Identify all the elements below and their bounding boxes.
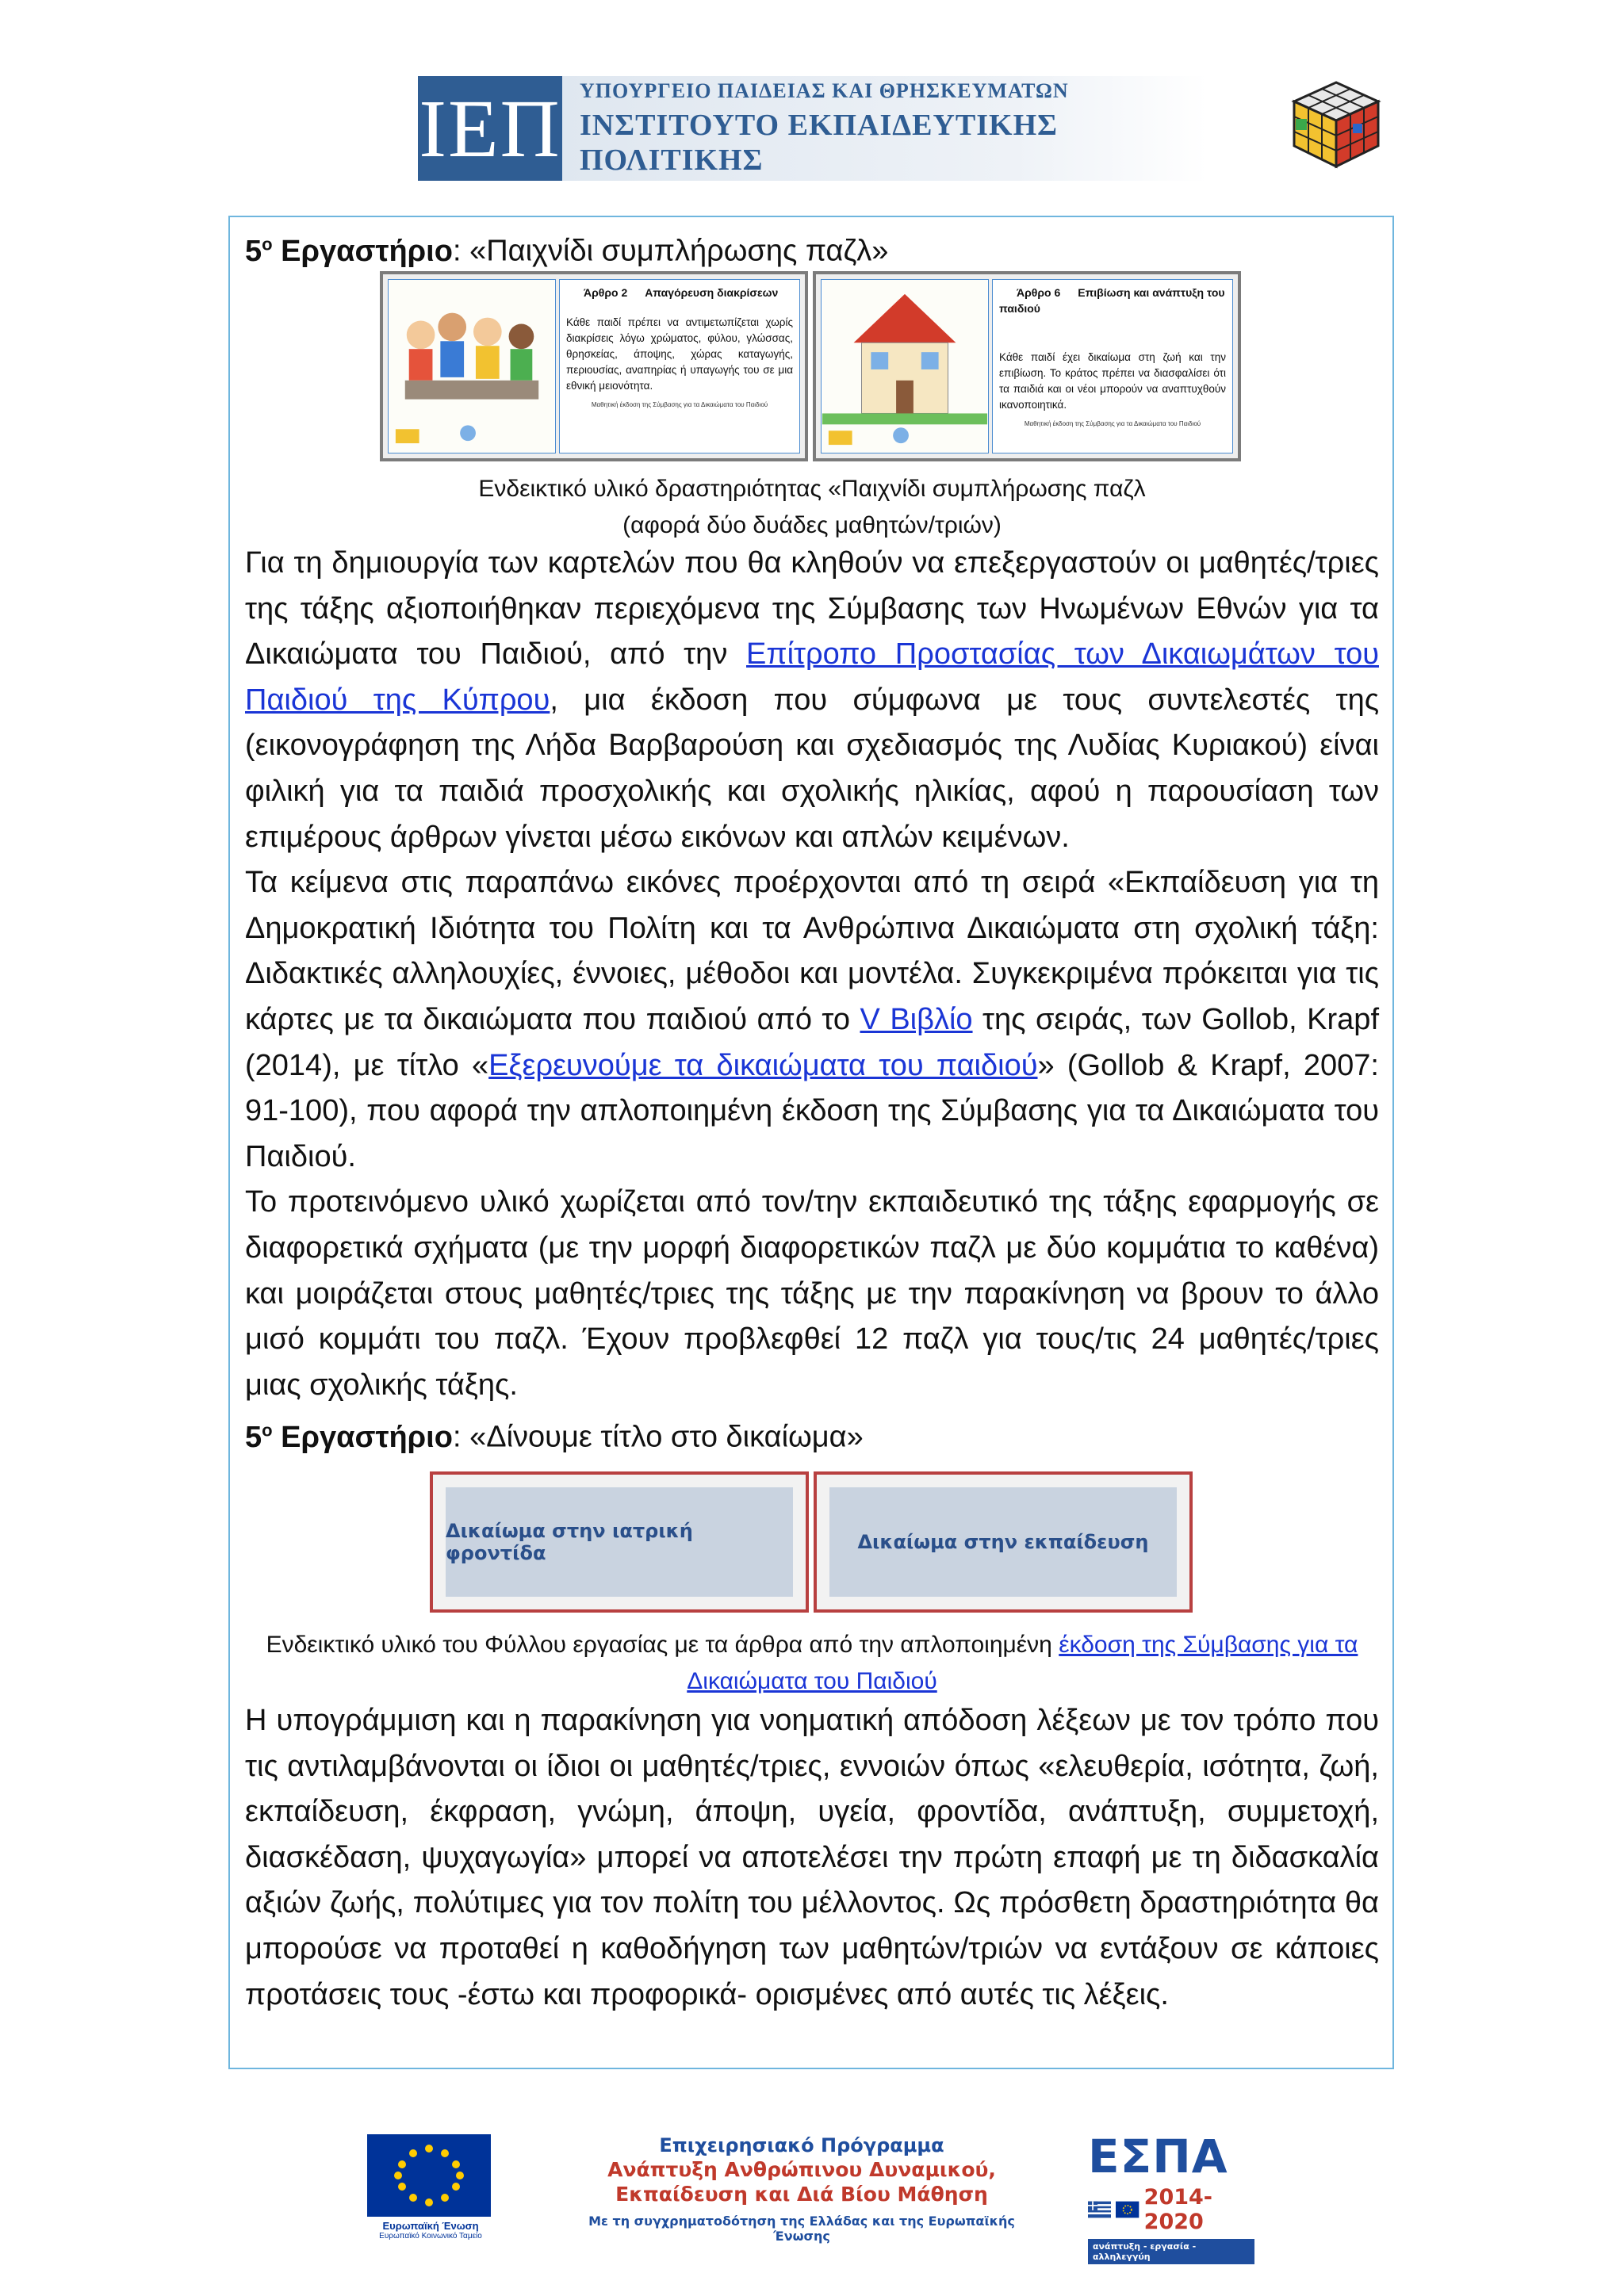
institute-name: ΙΝΣΤΙΤΟΥΤΟ ΕΚΠΑΙΔΕΥΤΙΚΗΣ ΠΟΛΙΤΙΚΗΣ xyxy=(580,109,1058,177)
card-education: Δικαίωμα στην εκπαίδευση xyxy=(814,1471,1193,1613)
greek-flag-icon xyxy=(1088,2200,1111,2219)
article-2-text: Άρθρο 2 Απαγόρευση διακρίσεων Κάθε παιδί πρέπει να αντιμετωπίζεται χωρίς διακρίσεις λόγω χρώματος, φύλου, γλώσσας, θρησκείας, άποψης, χώρας καταγωγής, περιουσίας, αναπηρίας ή υπαγωγής του σε μια εθνική μειονότητα. Μαθητική έκδοση της Σύμβασης για τα Δικαιώματα του Παιδιού xyxy=(559,279,800,453)
section-heading-title: $5^o$ Εργαστήριο: «Δίνουμε τίτλο στο δικαίωμα» xyxy=(245,1420,864,1454)
figure-caption-puzzle: Ενδεικτικό υλικό δραστηριότητας «Παιχνίδι συμπλήρωσης παζλ xyxy=(478,476,1146,502)
article-6-text: Άρθρο 6 Επιβίωση και ανάπτυξη του παιδιού Κάθε παιδί έχει δικαίωμα στη ζωή και την επιβίωση. Το κράτος πρέπει να διασφαλίσει ότι τα παιδιά και οι νέοι μπορούν να αναπτυχθούν ικανοποιητικά. Μαθητική έκδοση της Σύμβασης για τα Δικαιώματα του Παιδιού xyxy=(992,279,1233,453)
iep-logo xyxy=(418,76,1208,181)
puzzle-card-article-6 xyxy=(813,271,1241,461)
children-illustration xyxy=(388,279,556,453)
eu-mini-flag-icon xyxy=(1116,2200,1139,2219)
card-medical-care: Δικαίωμα στην ιατρική φροντίδα xyxy=(430,1471,809,1613)
commissioner-link[interactable]: Επίτροπο Προστασίας των Δικαιωμάτων του Παιδιού της Κύπρου xyxy=(245,637,1379,717)
figure-caption-cards: Ενδεικτικό υλικό του Φύλλου εργασίας με τα άρθρα από την απλοποιημένη έκδοση της Σύμβασης για τα Δικαιώματα του Παιδιού xyxy=(266,1632,1358,1694)
iep-logo-mark: ΙΕΠ xyxy=(418,76,562,181)
paragraph-2: Τα κείμενα στις παραπάνω εικόνες προέρχονται από τη σειρά «Εκπαίδευση για τη Δημοκρατική Ιδιότητα του Πολίτη και τα Ανθρώπινα Δικαιώματα στη σχολική τάξη: Διδακτικές αλληλουχίες, έννοιες, μέθοδοι και μοντέλα. Συγκεκριμένα πρόκειται για τις κάρτες με τα δικαιώματα που παιδιού από το V Βιβλίο της σειράς, των Gollob, Krapf (2014), με τίτλο «Εξερευνούμε τα δικαιώματα του παιδιού» (Gollob & Krapf, 2007: 91-100), που αφορά την απλοποιημένη έκδοση της Σύμβασης για τα Δικαιώματα του Παιδιού. xyxy=(245,866,1380,1173)
right-title-cards xyxy=(430,1471,1193,1613)
espa-logo: ΕΣΠΑ 2014-2020 ανάπτυξη - εργασία - αλληλεγγύη xyxy=(1088,2131,1254,2264)
figure-caption-puzzle-sub: (αφορά δύο δυάδες μαθητών/τριών) xyxy=(622,512,1002,538)
house-illustration xyxy=(821,279,989,453)
eu-flag-icon xyxy=(367,2134,491,2217)
paragraph-1: Για τη δημιουργία των καρτελών που θα κληθούν να επεξεργαστούν οι μαθητές/τριες της τάξης αξιοποιήθηκαν περιεχόμενα της Σύμβασης των Ηνωμένων Εθνών για τα Δικαιώματα του Παιδιού, από την Επίτροπο Προστασίας των Δικαιωμάτων του Παιδιού της Κύπρου, μια έκδοση που σύμφωνα με τους συντελεστές της (εικονογράφηση της Λήδα Βαρβαρούση και σχεδιασμός της Λυδίας Κυριακού) είναι φιλική για τα παιδιά προσχολικής και σχολικής ηλικίας, αφού η παρουσίαση των επιμέρους άρθρων γίνεται μέσω εικόνων και απλών κειμένων. xyxy=(245,546,1380,854)
operational-programme-logo: Επιχειρησιακό Πρόγραμμα Ανάπτυξη Ανθρώπινου Δυναμικού, Εκπαίδευση και Διά Βίου Μάθηση Με τη συγχρηματοδότηση της Ελλάδας και της Ευρωπαϊκής Ένωσης xyxy=(588,2134,1015,2244)
ministry-name: ΥΠΟΥΡΓΕΙΟ ΠΑΙΔΕΙΑΣ ΚΑΙ ΘΡΗΣΚΕΥΜΑΤΩΝ xyxy=(580,79,1069,102)
iep-logo-text xyxy=(562,76,1208,181)
paragraph-4: Η υπογράμμιση και η παρακίνηση για νοηματική απόδοση λέξεων με τον τρόπο που τις αντιλαμβάνονται οι ίδιοι οι μαθητές/τριες, εννοιών όπως «ελευθερία, ισότητα, ζωή, εκπαίδευση, έκφραση, γνώμη, άποψη, υγεία, φροντίδα, ανάπτυξη, συμμετοχή, διασκέδαση, ψυχαγωγία» μπορεί να αποτελέσει την πρώτη επαφή με τη διδασκαλία αξιών ζωής, πολύτιμες για τον πολίτη του μέλλοντος. Ως πρόσθετη δραστηριότητα θα μπορούσε να προταθεί η καθοδήγηση των μαθητών/τριών να εντάξουν σε κάποιες προτάσεις τους -έστω και προφορικά- ορισμένες από αυτές τις λέξεις. xyxy=(245,1704,1379,2011)
rubiks-cube-icon xyxy=(1285,76,1388,171)
section-heading-puzzle: $5^o$ Εργαστήριο: «Παιχνίδι συμπλήρωσης παζλ» xyxy=(245,234,889,268)
eu-logo: Ευρωπαϊκή Ένωση Ευρωπαϊκό Κοινωνικό Ταμείο xyxy=(367,2134,494,2241)
puzzle-figure xyxy=(380,271,1246,461)
paragraph-3: Το προτεινόμενο υλικό χωρίζεται από τον/την εκπαιδευτικό της τάξης εφαρμογής σε διαφορετικά σχήματα (με την μορφή διαφορετικών παζλ με δύο κομμάτια το καθένα) και μοιράζεται στους μαθητές/τριες της τάξης με την παρακίνηση να βρουν το άλλο μισό κομμάτι του παζλ. Έχουν προβλεφθεί 12 παζλ για τους/τις 24 μαθητές/τριες μιας σχολικής τάξης. xyxy=(245,1185,1379,1402)
simplified-convention-link[interactable]: έκδοση της Σύμβασης για τα Δικαιώματα του Παιδιού xyxy=(687,1632,1358,1694)
book-v-link[interactable]: V Βιβλίο xyxy=(860,1002,973,1036)
explore-rights-link[interactable]: Εξερευνούμε τα δικαιώματα του παιδιού xyxy=(488,1048,1038,1082)
puzzle-card-article-2 xyxy=(380,271,808,461)
